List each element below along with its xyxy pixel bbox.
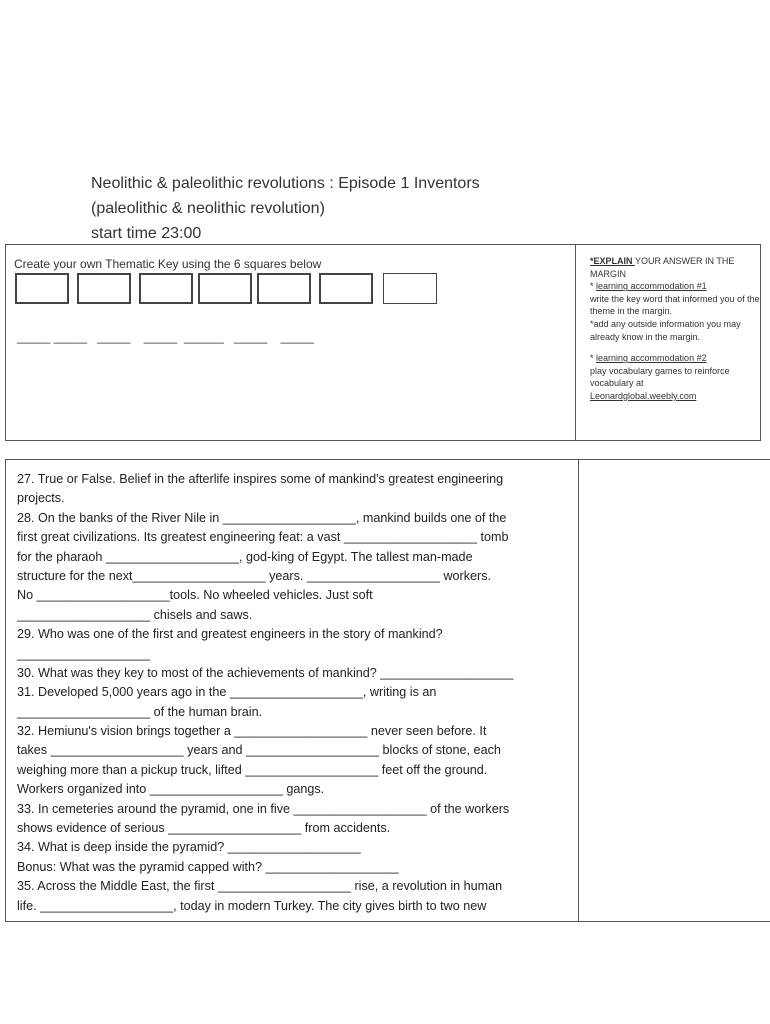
question-line: projects. xyxy=(17,491,65,506)
question-line: 27. True or False. Belief in the afterlife inspires some of mankind's greatest engineering xyxy=(17,472,504,486)
margin-divider xyxy=(575,245,576,440)
thematic-key-title: Create your own Thematic Key using the 6 squares below xyxy=(14,257,322,271)
question-line: 32. Hemiunu's vision brings together a ___________________ never seen before. It xyxy=(17,724,487,739)
question-line: ___________________ xyxy=(17,646,151,661)
question-line: takes ___________________ years and ___________________ blocks of stone, each xyxy=(17,743,501,758)
worksheet-header xyxy=(91,171,480,246)
accommodation-2-text: play vocabulary games to reinforce vocabulary at xyxy=(590,365,730,389)
thematic-key-box xyxy=(5,244,761,441)
question-line: first great civilizations. Its greatest engineering feat: a vast ___________________ tomb xyxy=(17,530,509,545)
question-line: ___________________ chisels and saws. xyxy=(17,607,253,622)
question-line: 28. On the banks of the River Nile in ___________________, mankind builds one of the xyxy=(17,510,507,525)
question-line: No ___________________tools. No wheeled vehicles. Just soft xyxy=(17,588,373,603)
key-square-7[interactable] xyxy=(383,273,437,304)
explain-label: *EXPLAIN xyxy=(590,256,636,266)
question-line: Bonus: What was the pyramid capped with? ___________________ xyxy=(17,859,399,874)
thematic-key-blanks: _____ _____ _____ _____ ______ _____ _____ xyxy=(17,330,314,344)
question-line: 35. Across the Middle East, the first ___________________ rise, a revolution in human xyxy=(17,879,503,894)
question-line: structure for the next___________________ years. ___________________ workers. xyxy=(17,568,492,583)
question-line: life. ___________________, today in modern Turkey. The city gives birth to two new xyxy=(17,898,487,913)
key-square-5[interactable] xyxy=(257,273,311,304)
accommodation-2-label: learning accommodation #2 xyxy=(596,353,707,364)
key-square-2[interactable] xyxy=(77,273,131,304)
question-line: 31. Developed 5,000 years ago in the ___________________, writing is an xyxy=(17,685,437,700)
key-square-6[interactable] xyxy=(319,273,373,304)
question-list xyxy=(17,470,572,916)
acc2-bullet: * xyxy=(590,353,597,364)
header-subtitle: (paleolithic & neolithic revolution) xyxy=(91,200,325,217)
header-title: Neolithic & paleolithic revolutions : Episode 1 Inventors xyxy=(91,175,480,192)
answer-margin-divider xyxy=(578,460,579,921)
question-line: Workers organized into ___________________ gangs. xyxy=(17,782,325,797)
accommodation-1-text: write the key word that informed you of the theme in the margin. xyxy=(590,293,760,317)
question-line: 29. Who was one of the first and greatest engineers in the story of mankind? xyxy=(17,627,443,642)
question-line: weighing more than a pickup truck, lifted ___________________ feet off the ground. xyxy=(17,762,488,777)
accommodation-1-extra: *add any outside information you may already know in the margin. xyxy=(590,318,741,342)
acc1-bullet: * xyxy=(590,281,597,292)
margin-instructions xyxy=(590,255,762,403)
thematic-key-squares xyxy=(15,273,445,307)
key-square-3[interactable] xyxy=(139,273,193,304)
question-line: shows evidence of serious ___________________ from accidents. xyxy=(17,821,391,836)
header-start-time: start time 23:00 xyxy=(91,225,202,242)
question-line: 34. What is deep inside the pyramid? ___________________ xyxy=(17,840,361,855)
explain-text: YOUR ANSWER IN THE MARGIN xyxy=(590,256,735,279)
question-line: for the pharaoh ___________________, god-king of Egypt. The tallest man-made xyxy=(17,549,473,564)
key-square-1[interactable] xyxy=(15,273,69,304)
accommodation-1-label: learning accommodation #1 xyxy=(596,281,707,292)
question-line: ___________________ of the human brain. xyxy=(17,704,263,719)
question-line: 30. What was they key to most of the achievements of mankind? ___________________ xyxy=(17,665,514,680)
question-line: 33. In cemeteries around the pyramid, one in five ___________________ of the workers xyxy=(17,801,510,816)
key-square-4[interactable] xyxy=(198,273,252,304)
questions-box xyxy=(5,459,770,922)
vocabulary-link[interactable]: Leonardglobal.weebly.com xyxy=(590,390,697,401)
